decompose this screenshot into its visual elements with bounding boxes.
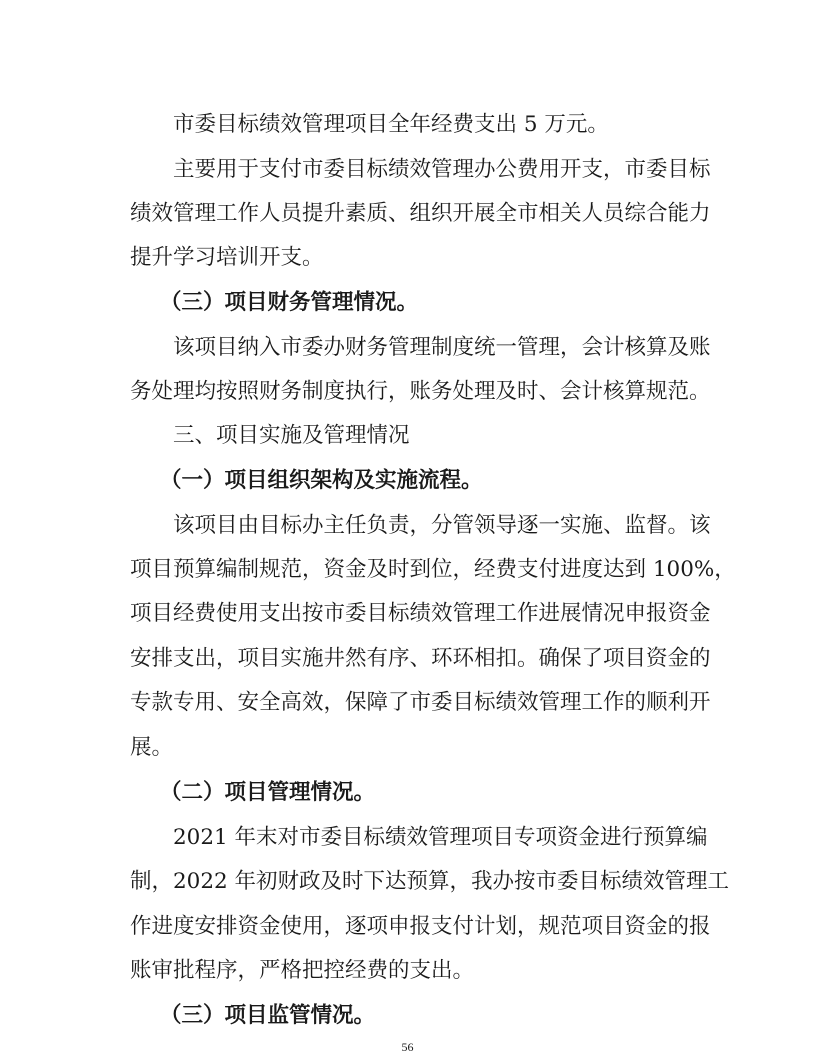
- heading-section-three: 三、项目实施及管理情况: [173, 423, 410, 448]
- paragraph-usage-line3: 提升学习培训开支。: [130, 245, 324, 270]
- paragraph-management-line2: 制，2022 年初财政及时下达预算，我办按市委目标绩效管理工: [130, 869, 730, 894]
- paragraph-implementation-line4: 安排支出，项目实施井然有序、环环相扣。确保了项目资金的: [130, 646, 711, 671]
- heading-supervision: （三）项目监管情况。: [160, 1003, 376, 1028]
- heading-organization-process: （一）项目组织架构及实施流程。: [160, 468, 483, 493]
- paragraph-implementation-line3: 项目经费使用支出按市委目标绩效管理工作进展情况申报资金: [130, 601, 711, 626]
- paragraph-expenditure-total: 市委目标绩效管理项目全年经费支出 5 万元。: [173, 112, 609, 137]
- paragraph-usage-line2: 绩效管理工作人员提升素质、组织开展全市相关人员综合能力: [130, 201, 711, 226]
- paragraph-implementation-line2: 项目预算编制规范，资金及时到位，经费支付进度达到 100%，: [130, 557, 736, 582]
- paragraph-usage-line1: 主要用于支付市委目标绩效管理办公费用开支，市委目标: [173, 157, 711, 182]
- paragraph-management-line3: 作进度安排资金使用，逐项申报支付计划，规范项目资金的报: [130, 914, 711, 939]
- paragraph-implementation-line1: 该项目由目标办主任负责，分管领导逐一实施、监督。该: [173, 513, 711, 538]
- paragraph-management-line4: 账审批程序，严格把控经费的支出。: [130, 958, 475, 983]
- paragraph-finance-line2: 务处理均按照财务制度执行，账务处理及时、会计核算规范。: [130, 379, 711, 404]
- paragraph-implementation-line6: 展。: [130, 735, 174, 760]
- paragraph-implementation-line5: 专款专用、安全高效，保障了市委目标绩效管理工作的顺利开: [130, 690, 711, 715]
- paragraph-finance-line1: 该项目纳入市委办财务管理制度统一管理，会计核算及账: [173, 335, 711, 360]
- heading-project-management: （二）项目管理情况。: [160, 780, 376, 805]
- heading-financial-management: （三）项目财务管理情况。: [160, 290, 419, 315]
- page-number: 56: [401, 1040, 414, 1054]
- paragraph-management-line1: 2021 年末对市委目标绩效管理项目专项资金进行预算编: [173, 825, 708, 850]
